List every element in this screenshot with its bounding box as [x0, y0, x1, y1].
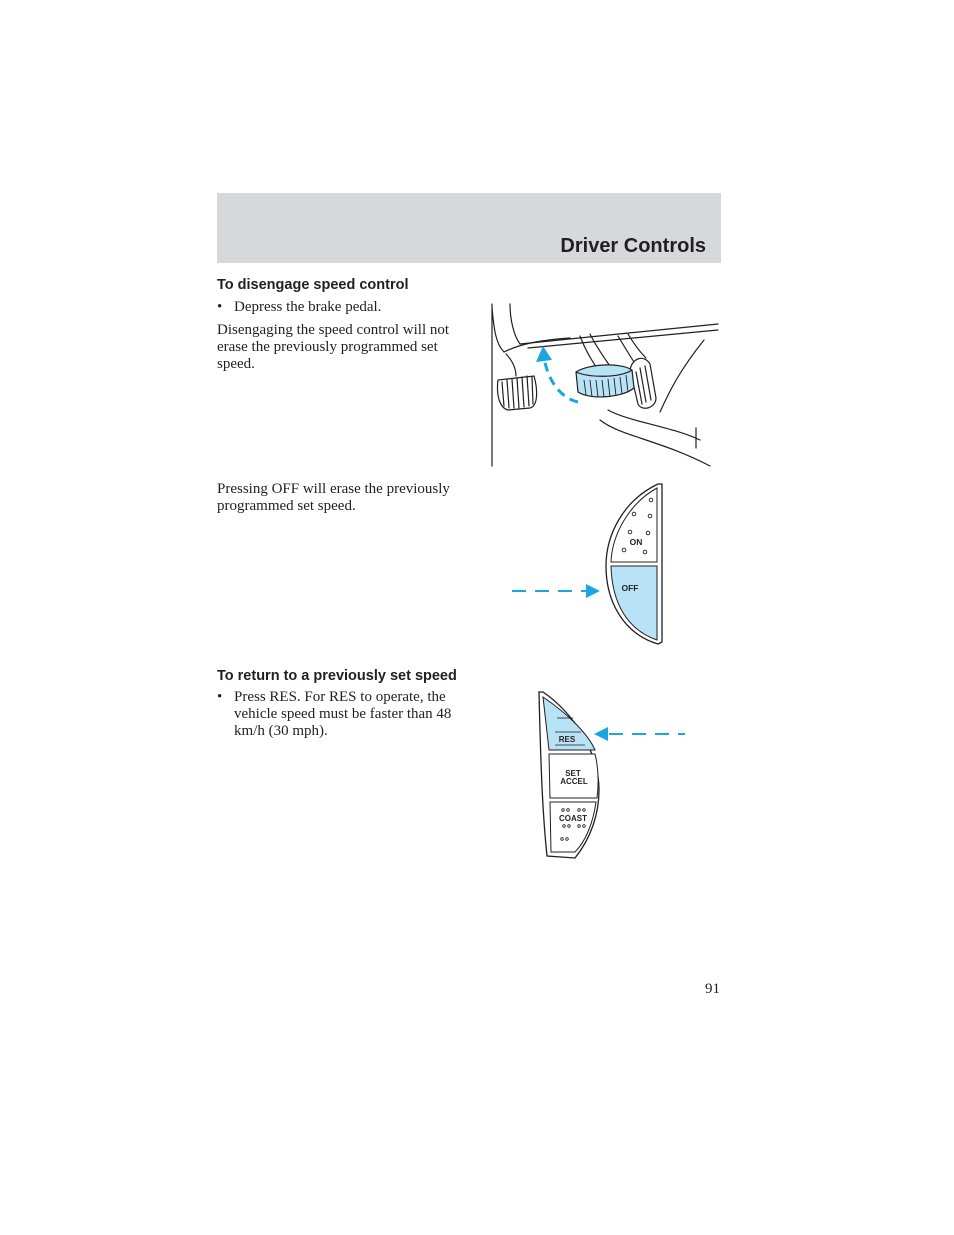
- res-switch-drawing: [535, 688, 690, 860]
- bullet-text: Press RES. For RES to operate, the vehicle speed must be faster than 48 km/h (30 mph).: [234, 689, 452, 739]
- accel-button-label: ACCEL: [560, 777, 588, 786]
- brake-pedal-illustration: [480, 300, 720, 468]
- on-off-switch-illustration: [508, 480, 672, 648]
- on-off-switch-drawing: [508, 480, 672, 648]
- section-heading-return: To return to a previously set speed: [217, 668, 457, 684]
- res-switch-illustration: [535, 688, 690, 860]
- paragraph-disengage-note: Disengaging the speed control will not erase the previously programmed set speed.: [217, 322, 450, 372]
- section-heading-disengage: To disengage speed control: [217, 277, 409, 293]
- bullet-item: [217, 689, 467, 739]
- on-button-label: ON: [629, 537, 643, 547]
- coast-button-label: COAST: [559, 814, 587, 823]
- set-button-label: SET: [565, 769, 581, 778]
- res-button-label: RES: [558, 735, 576, 744]
- bullet-dot: •: [217, 299, 223, 315]
- page-number: 91: [705, 981, 720, 997]
- page-title: Driver Controls: [560, 235, 706, 257]
- bullet-text: Depress the brake pedal.: [234, 299, 382, 315]
- bullet-item: [217, 299, 457, 316]
- header-band: [217, 193, 721, 263]
- off-button-label: OFF: [621, 583, 639, 593]
- paragraph-off-note: Pressing OFF will erase the previously programmed set speed.: [217, 481, 450, 514]
- brake-pedal-drawing: [480, 300, 720, 468]
- bullet-dot: •: [217, 689, 223, 705]
